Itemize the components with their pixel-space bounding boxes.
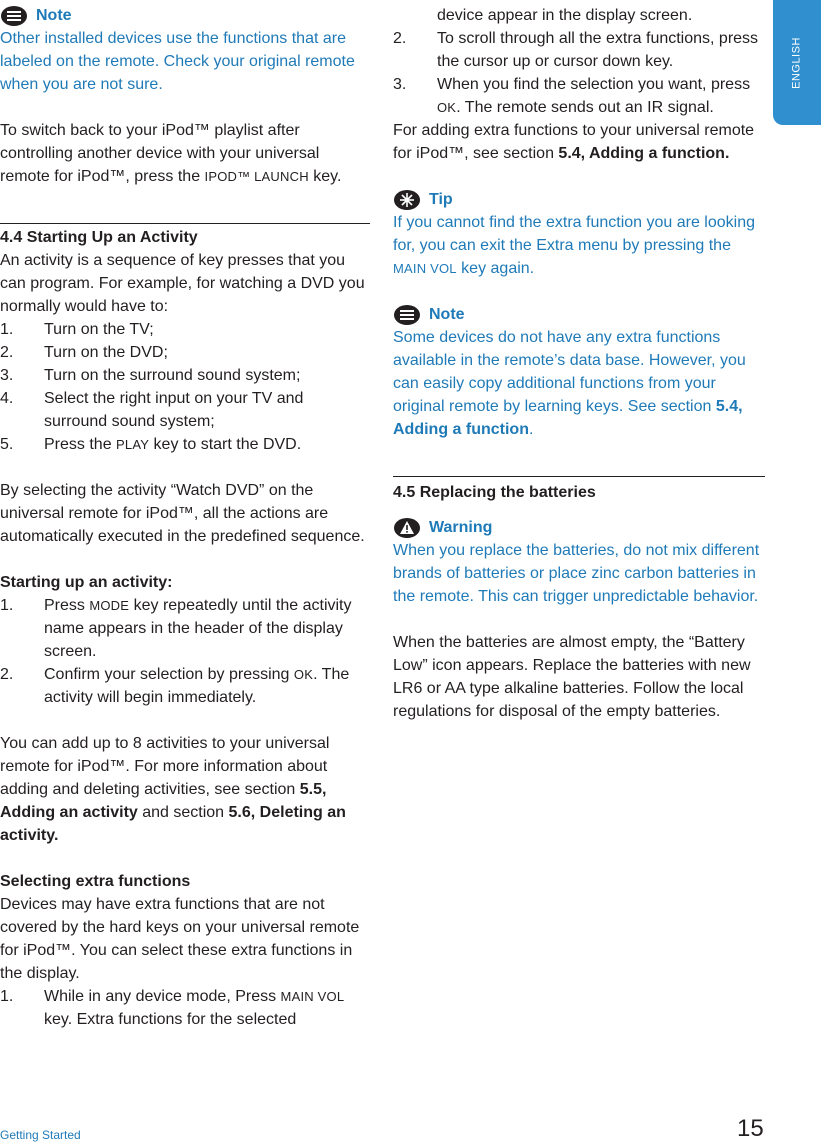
section-heading-4-4: 4.4 Starting Up an Activity bbox=[0, 229, 198, 246]
main-vol-key: MAIN VOL bbox=[393, 261, 457, 276]
list-item: 5. Press the PLAY key to start the DVD. bbox=[0, 436, 302, 453]
section-divider bbox=[393, 476, 765, 477]
list-item: 4. Select the right input on your TV and surround sound system; bbox=[0, 390, 304, 430]
extra-functions-steps-cont bbox=[393, 4, 765, 119]
section-ref-5-5: 5.5, Adding an activity bbox=[0, 781, 327, 821]
play-key: PLAY bbox=[116, 437, 150, 452]
list-item: device appear in the display screen. bbox=[437, 7, 693, 24]
language-label: ENGLISH bbox=[790, 36, 803, 89]
note-callout-header bbox=[393, 303, 765, 326]
switch-back-paragraph: To switch back to your iPod™ playlist after controlling another device with your universal remote for iPod™, press the IPOD™ LAUNCH key. bbox=[0, 122, 342, 185]
starting-up-heading: Starting up an activity: bbox=[0, 574, 173, 591]
tip-title: Tip bbox=[429, 191, 453, 208]
ok-key: OK bbox=[293, 667, 314, 682]
tip-icon bbox=[393, 189, 421, 211]
list-item: 3. Turn on the surround sound system; bbox=[0, 367, 301, 384]
main-vol-key: MAIN VOL bbox=[280, 989, 345, 1004]
extra-functions-intro: Devices may have extra functions that are not covered by the hard keys on your universal remote for iPod™. You can select these extra functions in the display. bbox=[0, 896, 360, 982]
list-item: 3. When you find the selection you want, press OK. The remote sends out an IR signal. bbox=[393, 76, 751, 116]
note-text: Other installed devices use the functions that are labeled on the remote. Check your original remote when you are not sure. bbox=[0, 30, 355, 93]
page-number: 15 bbox=[737, 1115, 764, 1142]
warning-text: When you replace the batteries, do not mix different brands of batteries or place zinc carbon batteries in the remote. This can trigger unpredictable behavior. bbox=[393, 542, 760, 605]
ok-key: OK bbox=[437, 100, 457, 115]
note-title: Note bbox=[36, 7, 72, 24]
batteries-paragraph: When the batteries are almost empty, the “Battery Low” icon appears. Replace the batteries with new LR6 or AA type alkaline batteries. Follow the local regulations for disposal of the empty batteries. bbox=[393, 634, 751, 720]
list-item: 2. Turn on the DVD; bbox=[0, 344, 168, 361]
list-item: 1. Turn on the TV; bbox=[0, 321, 154, 338]
language-side-tab bbox=[773, 0, 821, 125]
right-column bbox=[393, 4, 765, 723]
list-item: 1. Press MODE key repeatedly until the activity name appears in the header of the display screen. bbox=[0, 597, 352, 660]
mode-key: MODE bbox=[89, 598, 130, 613]
note-text: Some devices do not have any extra functions available in the remote’s data base. However, you can easily copy additional functions from your original remote by learning keys. See section 5.4, Adding a function. bbox=[393, 329, 746, 438]
list-item: 2. To scroll through all the extra functions, press the cursor up or cursor down key. bbox=[393, 30, 759, 70]
section-divider bbox=[0, 223, 370, 224]
activity-intro: An activity is a sequence of key presses that you can program. For example, for watching a DVD you normally would have to: bbox=[0, 252, 365, 315]
tip-text: If you cannot find the extra function you are looking for, you can exit the Extra menu by pressing the MAIN VOL key again. bbox=[393, 214, 756, 277]
extra-functions-steps bbox=[0, 985, 370, 1031]
starting-up-steps bbox=[0, 594, 370, 709]
dvd-steps-list bbox=[0, 318, 370, 456]
note-title: Note bbox=[429, 306, 465, 323]
note-callout-header bbox=[0, 4, 370, 27]
extra-functions-heading: Selecting extra functions bbox=[0, 873, 191, 890]
section-ref-5-6: 5.6, Deleting an activity. bbox=[0, 804, 346, 844]
section-ref-5-4: 5.4, Adding a function bbox=[393, 398, 743, 438]
list-item: 2. Confirm your selection by pressing OK. The activity will begin immediately. bbox=[0, 666, 350, 706]
list-item: 1. While in any device mode, Press MAIN VOL key. Extra functions for the selected bbox=[0, 988, 345, 1028]
warning-icon bbox=[393, 517, 421, 539]
section-ref-5-4: 5.4, Adding a function. bbox=[558, 145, 730, 162]
section-heading-4-5: 4.5 Replacing the batteries bbox=[393, 484, 596, 501]
ipod-launch-key: IPOD™ LAUNCH bbox=[204, 169, 309, 184]
note-icon bbox=[0, 5, 28, 27]
adding-functions-paragraph: For adding extra functions to your universal remote for iPod™, see section 5.4, Adding a function. bbox=[393, 122, 755, 162]
note-icon bbox=[393, 304, 421, 326]
warning-title: Warning bbox=[429, 519, 493, 536]
left-column bbox=[0, 4, 370, 1031]
footer-section-label: Getting Started bbox=[0, 1128, 81, 1142]
add-activities-paragraph: You can add up to 8 activities to your universal remote for iPod™. For more information about adding and deleting activities, see section 5.5, Adding an activity and section 5.6, Deleting an activity. bbox=[0, 735, 346, 844]
tip-callout-header bbox=[393, 188, 765, 211]
activity-paragraph: By selecting the activity “Watch DVD” on the universal remote for iPod™, all the actions are automatically executed in the predefined sequence. bbox=[0, 482, 365, 545]
warning-callout-header bbox=[393, 516, 765, 539]
